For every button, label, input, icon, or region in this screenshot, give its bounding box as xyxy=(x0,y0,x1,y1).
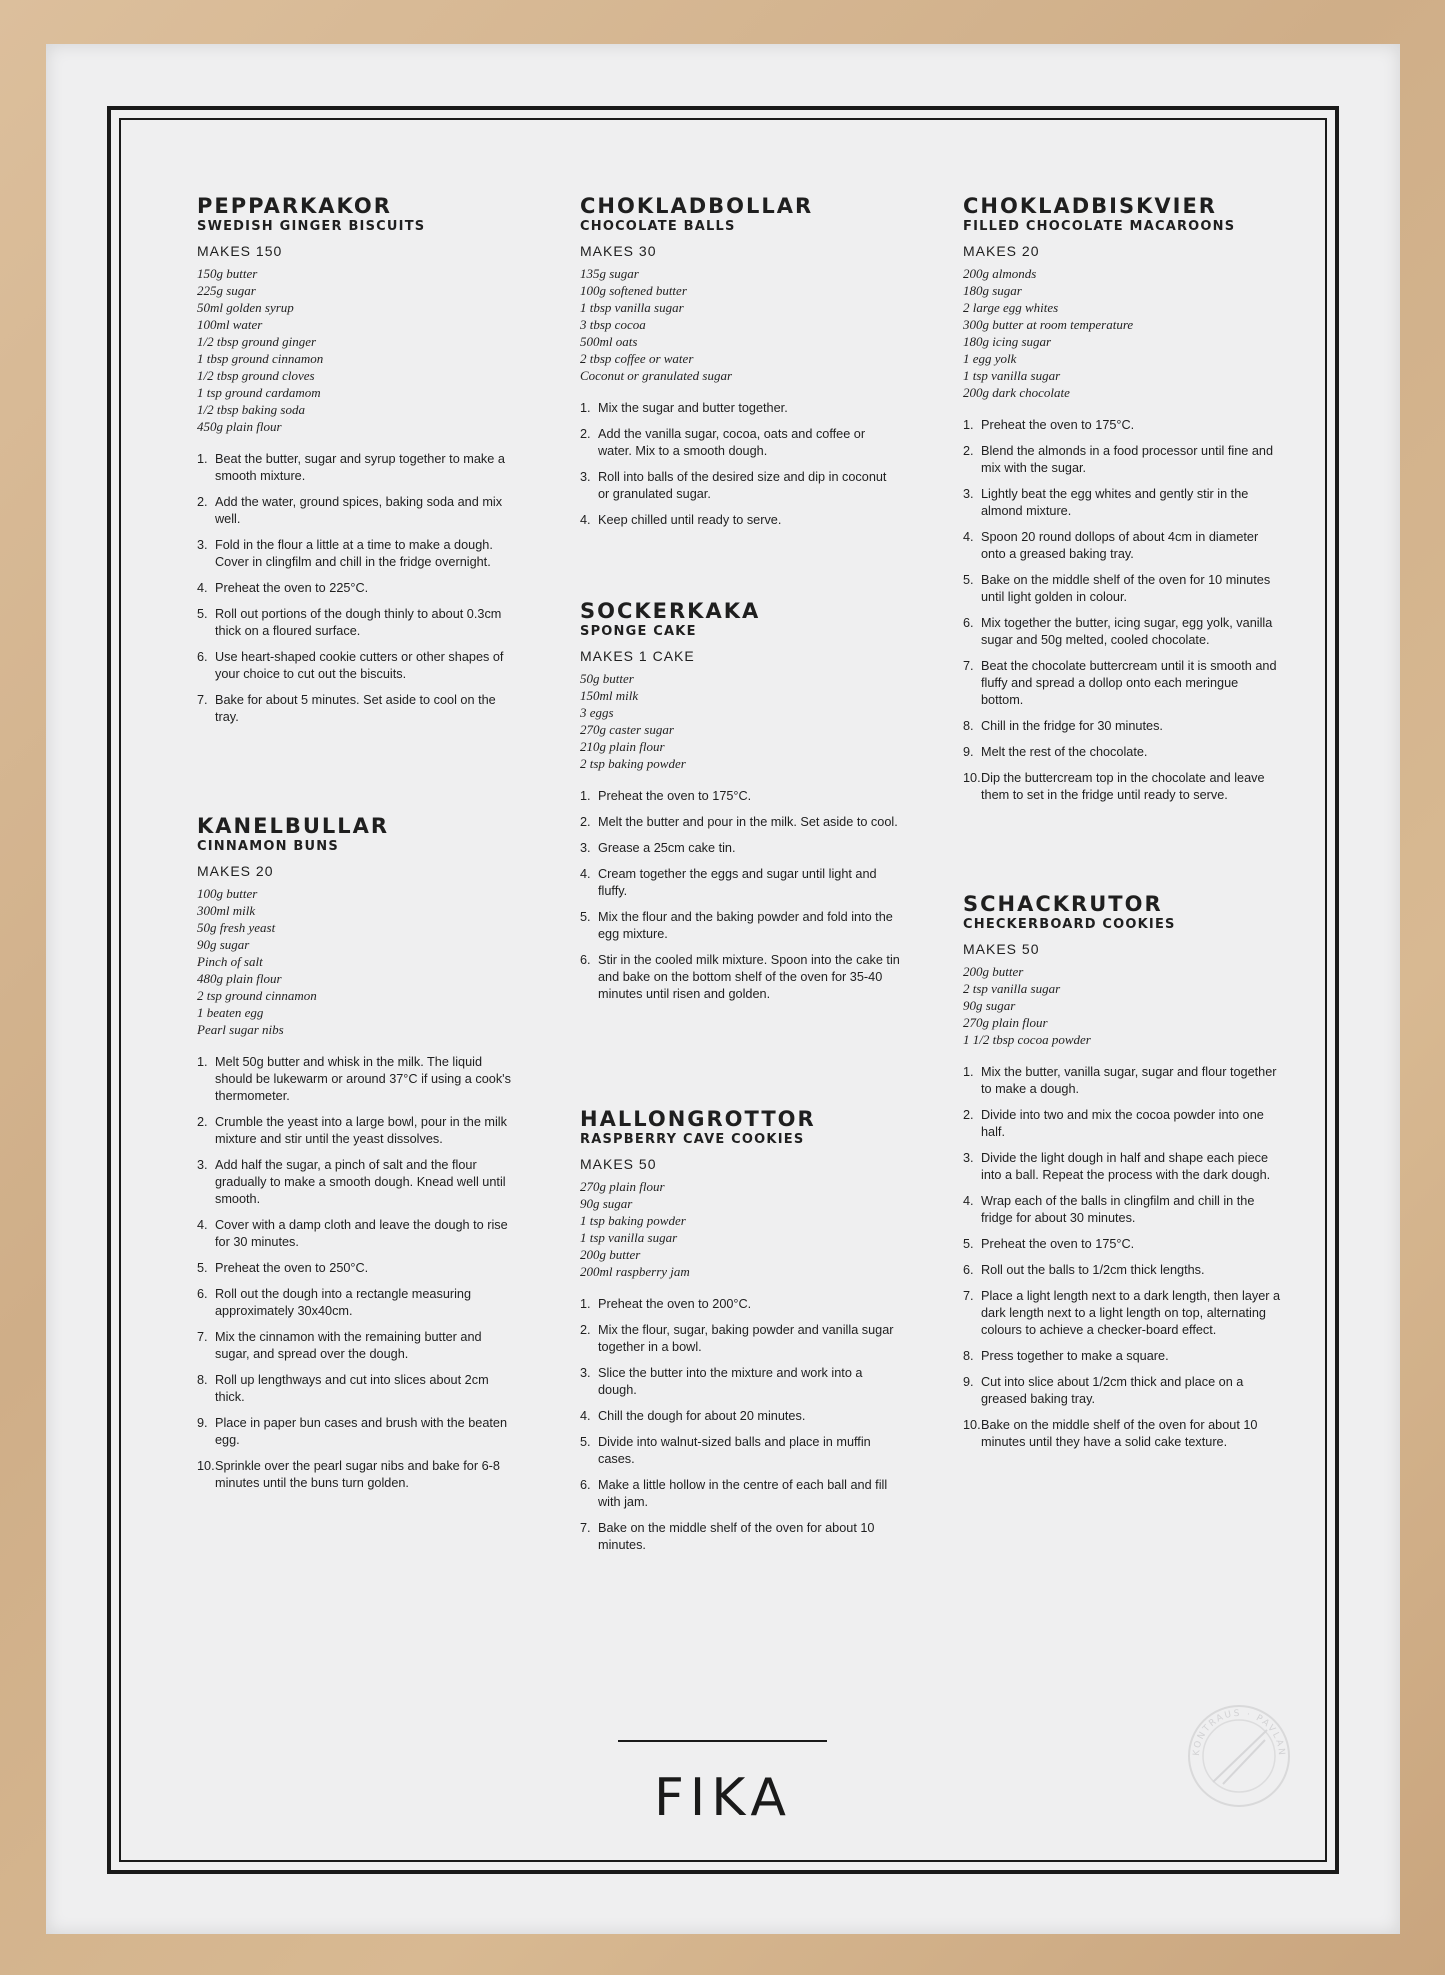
method-step xyxy=(580,400,900,417)
step-text: Mix the flour and the baking powder and fold into the egg mixture. xyxy=(598,910,893,941)
step-text: Place a light length next to a dark length, then layer a dark length next to a light length on top, alternating colours to achieve a checker-board effect. xyxy=(981,1289,1281,1337)
ingredient-item: 90g sugar xyxy=(197,937,250,952)
step-number: 4. xyxy=(197,1218,208,1232)
step-number: 2. xyxy=(197,495,208,509)
step-text: Bake for about 5 minutes. Set aside to cool on the tray. xyxy=(215,693,496,724)
method-step xyxy=(580,1322,900,1356)
ingredient-item: 1 tbsp ground cinnamon xyxy=(197,351,324,366)
step-number: 5. xyxy=(197,607,208,621)
step-number: 5. xyxy=(580,1435,591,1449)
method-step xyxy=(580,909,900,943)
step-text: Bake on the middle shelf of the oven for 10 minutes until light golden in colour. xyxy=(981,573,1271,604)
step-text: Divide into walnut-sized balls and place in muffin cases. xyxy=(598,1435,871,1466)
recipe-yield: MAKES 30 xyxy=(580,243,657,259)
method-step xyxy=(580,1296,900,1313)
step-text: Press together to make a square. xyxy=(981,1349,1169,1363)
ingredient-item: 3 tbsp cocoa xyxy=(580,317,646,332)
step-number: 4. xyxy=(197,581,208,595)
step-text: Beat the butter, sugar and syrup together to make a smooth mixture. xyxy=(215,452,505,483)
step-number: 3. xyxy=(580,1366,591,1380)
step-text: Melt the rest of the chocolate. xyxy=(981,745,1148,759)
method-step xyxy=(197,1157,517,1208)
method-step xyxy=(197,1286,517,1320)
step-text: Crumble the yeast into a large bowl, pour in the milk mixture and stir until the yeast dissolves. xyxy=(215,1115,507,1146)
ingredient-item: 1/2 tbsp baking soda xyxy=(197,402,305,417)
method-step xyxy=(963,744,1283,761)
method-steps xyxy=(580,400,900,529)
step-text: Preheat the oven to 200°C. xyxy=(598,1297,752,1311)
step-text: Blend the almonds in a food processor until fine and mix with the sugar. xyxy=(981,444,1273,475)
method-step xyxy=(197,1329,517,1363)
ingredient-item: 2 tsp ground cinnamon xyxy=(197,988,317,1003)
step-number: 2. xyxy=(963,1108,974,1122)
step-number: 6. xyxy=(197,650,208,664)
step-number: 5. xyxy=(197,1261,208,1275)
recipe-title: KANELBULLAR xyxy=(197,814,390,838)
step-text: Preheat the oven to 175°C. xyxy=(981,1237,1135,1251)
step-text: Dip the buttercream top in the chocolate and leave them to set in the fridge until ready to serve. xyxy=(981,771,1265,802)
method-step xyxy=(197,1114,517,1148)
step-number: 4. xyxy=(963,530,974,544)
method-step xyxy=(197,1054,517,1105)
step-text: Bake on the middle shelf of the oven for about 10 minutes. xyxy=(598,1521,875,1552)
step-number: 1. xyxy=(963,1065,974,1079)
step-number: 6. xyxy=(963,1263,974,1277)
step-text: Preheat the oven to 250°C. xyxy=(215,1261,369,1275)
recipe-title: SCHACKRUTOR xyxy=(963,892,1163,916)
method-step xyxy=(580,866,900,900)
ingredient-item: 2 large egg whites xyxy=(963,300,1059,315)
method-step xyxy=(963,1064,1283,1098)
method-step xyxy=(580,1520,900,1554)
ingredient-item: 135g sugar xyxy=(580,266,639,281)
step-number: 8. xyxy=(197,1373,208,1387)
ingredient-item: 500ml oats xyxy=(580,334,638,349)
method-step xyxy=(580,814,900,831)
ingredient-item: 200g butter xyxy=(580,1247,641,1262)
ingredient-item: 1 beaten egg xyxy=(197,1005,264,1020)
step-text: Chill the dough for about 20 minutes. xyxy=(598,1409,806,1423)
recipe-subtitle: CHECKERBOARD COOKIES xyxy=(963,917,1176,932)
ingredient-item: 1/2 tbsp ground ginger xyxy=(197,334,317,349)
ingredient-item: 1 tsp vanilla sugar xyxy=(963,368,1061,383)
step-number: 3. xyxy=(197,538,208,552)
step-number: 1. xyxy=(580,789,591,803)
method-step xyxy=(963,1374,1283,1408)
recipe-chokladbollar xyxy=(580,194,900,538)
ingredient-item: 1/2 tbsp ground cloves xyxy=(197,368,315,383)
step-text: Roll out the balls to 1/2cm thick lengths. xyxy=(981,1263,1205,1277)
step-number: 6. xyxy=(197,1287,208,1301)
method-step xyxy=(963,770,1283,804)
ingredient-item: 450g plain flour xyxy=(197,419,282,434)
ingredient-item: 90g sugar xyxy=(580,1196,633,1211)
step-number: 3. xyxy=(963,487,974,501)
step-text: Lightly beat the egg whites and gently stir in the almond mixture. xyxy=(981,487,1249,518)
ingredient-item: 480g plain flour xyxy=(197,971,282,986)
step-text: Cover with a damp cloth and leave the dough to rise for 30 minutes. xyxy=(215,1218,508,1249)
step-text: Add half the sugar, a pinch of salt and the flour gradually to make a smooth dough. Knead well until smooth. xyxy=(215,1158,506,1206)
step-text: Stir in the cooled milk mixture. Spoon into the cake tin and bake on the bottom shelf of the oven for 35-40 minutes until risen and golden. xyxy=(598,953,900,1001)
step-number: 4. xyxy=(963,1194,974,1208)
recipe-yield: MAKES 50 xyxy=(963,941,1040,957)
ingredient-item: 225g sugar xyxy=(197,283,256,298)
method-step xyxy=(963,1262,1283,1279)
ingredient-item: 50g fresh yeast xyxy=(197,920,276,935)
ingredient-item: 50g butter xyxy=(580,671,634,686)
ingredient-item: 200g dark chocolate xyxy=(963,385,1070,400)
method-step xyxy=(963,486,1283,520)
ingredient-list xyxy=(963,963,1283,1048)
ingredient-item: 1 tsp baking powder xyxy=(580,1213,686,1228)
ingredient-item: 270g plain flour xyxy=(963,1015,1048,1030)
recipe-subtitle: CHOCOLATE BALLS xyxy=(580,219,736,234)
ingredient-item: 270g caster sugar xyxy=(580,722,674,737)
recipe-hallongrottor xyxy=(580,1107,900,1563)
method-step xyxy=(197,649,517,683)
method-step xyxy=(197,580,517,597)
method-step xyxy=(580,1365,900,1399)
method-step xyxy=(963,658,1283,709)
step-number: 7. xyxy=(580,1521,591,1535)
step-text: Mix together the butter, icing sugar, egg yolk, vanilla sugar and 50g melted, cooled chocolate. xyxy=(981,616,1273,647)
method-step xyxy=(197,692,517,726)
ingredient-list xyxy=(963,265,1283,401)
ingredient-item: 200g butter xyxy=(963,964,1024,979)
step-number: 3. xyxy=(963,1151,974,1165)
step-text: Grease a 25cm cake tin. xyxy=(598,841,736,855)
method-step xyxy=(963,1348,1283,1365)
ingredient-item: 150ml milk xyxy=(580,688,639,703)
recipe-schackrutor xyxy=(963,892,1283,1460)
step-number: 9. xyxy=(197,1416,208,1430)
step-number: 7. xyxy=(197,1330,208,1344)
recipe-pepparkakor xyxy=(197,194,517,735)
step-number: 8. xyxy=(963,1349,974,1363)
method-step xyxy=(580,1477,900,1511)
step-text: Divide the light dough in half and shape each piece into a ball. Repeat the process with the dark dough. xyxy=(981,1151,1271,1182)
ingredient-item: 1 tsp vanilla sugar xyxy=(580,1230,678,1245)
recipe-subtitle: SWEDISH GINGER BISCUITS xyxy=(197,219,426,234)
step-number: 3. xyxy=(197,1158,208,1172)
step-number: 7. xyxy=(963,659,974,673)
step-text: Add the vanilla sugar, cocoa, oats and coffee or water. Mix to a smooth dough. xyxy=(598,427,866,458)
step-number: 2. xyxy=(580,1323,591,1337)
step-number: 2. xyxy=(580,427,591,441)
step-number: 3. xyxy=(580,841,591,855)
step-number: 4. xyxy=(580,513,591,527)
step-text: Cream together the eggs and sugar until light and fluffy. xyxy=(598,867,877,898)
step-text: Roll up lengthways and cut into slices about 2cm thick. xyxy=(215,1373,489,1404)
method-steps xyxy=(580,788,900,1003)
recipe-subtitle: RASPBERRY CAVE COOKIES xyxy=(580,1132,805,1147)
ingredient-item: 100g softened butter xyxy=(580,283,687,298)
ingredient-item: 100g butter xyxy=(197,886,258,901)
ingredient-item: 1 tsp ground cardamom xyxy=(197,385,321,400)
step-number: 5. xyxy=(963,1237,974,1251)
recipe-title: CHOKLADBOLLAR xyxy=(580,194,814,218)
step-number: 10. xyxy=(197,1459,215,1473)
step-number: 10. xyxy=(963,771,981,785)
method-steps xyxy=(963,1064,1283,1451)
step-number: 9. xyxy=(963,1375,974,1389)
step-number: 6. xyxy=(580,1478,591,1492)
method-step xyxy=(963,529,1283,563)
step-text: Spoon 20 round dollops of about 4cm in diameter onto a greased baking tray. xyxy=(981,530,1259,561)
method-step xyxy=(580,426,900,460)
recipe-title: PEPPARKAKOR xyxy=(197,194,392,218)
recipe-yield: MAKES 50 xyxy=(580,1156,657,1172)
ingredient-item: 200g almonds xyxy=(963,266,1037,281)
step-number: 7. xyxy=(963,1289,974,1303)
step-number: 1. xyxy=(580,401,591,415)
step-text: Chill in the fridge for 30 minutes. xyxy=(981,719,1163,733)
step-text: Mix the butter, vanilla sugar, sugar and flour together to make a dough. xyxy=(981,1065,1277,1096)
step-text: Use heart-shaped cookie cutters or other shapes of your choice to cut out the biscuits. xyxy=(215,650,504,681)
method-step xyxy=(963,1107,1283,1141)
method-step xyxy=(963,1288,1283,1339)
poster-title: FIKA xyxy=(653,1768,792,1828)
method-step xyxy=(963,718,1283,735)
ingredient-list xyxy=(197,885,517,1038)
step-number: 8. xyxy=(963,719,974,733)
step-text: Preheat the oven to 225°C. xyxy=(215,581,369,595)
step-number: 4. xyxy=(580,1409,591,1423)
step-number: 5. xyxy=(580,910,591,924)
recipe-kanelbullar xyxy=(197,814,517,1501)
ingredient-item: 180g sugar xyxy=(963,283,1022,298)
step-text: Preheat the oven to 175°C. xyxy=(598,789,752,803)
method-step xyxy=(963,615,1283,649)
step-number: 2. xyxy=(197,1115,208,1129)
title-rule xyxy=(618,1740,827,1742)
step-number: 1. xyxy=(197,452,208,466)
step-text: Preheat the oven to 175°C. xyxy=(981,418,1135,432)
step-number: 10. xyxy=(963,1418,981,1432)
step-text: Cut into slice about 1/2cm thick and place on a greased baking tray. xyxy=(981,1375,1244,1406)
ingredient-item: Coconut or granulated sugar xyxy=(580,368,733,383)
method-step xyxy=(197,494,517,528)
step-number: 6. xyxy=(580,953,591,967)
step-text: Wrap each of the balls in clingfilm and chill in the fridge for about 30 minutes. xyxy=(981,1194,1255,1225)
ingredient-item: 300g butter at room temperature xyxy=(963,317,1134,332)
svg-text:KONTRAUS · PAVLAN xyxy=(1192,1709,1286,1757)
ingredient-item: 270g plain flour xyxy=(580,1179,665,1194)
method-step xyxy=(963,1417,1283,1451)
method-step xyxy=(963,1236,1283,1253)
recipe-chokladbiskvier xyxy=(963,194,1283,813)
step-text: Roll into balls of the desired size and dip in coconut or granulated sugar. xyxy=(598,470,887,501)
recipe-yield: MAKES 20 xyxy=(197,863,274,879)
method-step xyxy=(580,512,900,529)
step-text: Make a little hollow in the centre of each ball and fill with jam. xyxy=(598,1478,888,1509)
ingredient-item: 3 eggs xyxy=(580,705,614,720)
step-text: Roll out the dough into a rectangle measuring approximately 30x40cm. xyxy=(215,1287,472,1318)
method-step xyxy=(963,1193,1283,1227)
method-step xyxy=(963,1150,1283,1184)
step-text: Keep chilled until ready to serve. xyxy=(598,513,782,527)
step-number: 7. xyxy=(197,693,208,707)
method-step xyxy=(580,469,900,503)
method-step xyxy=(580,1434,900,1468)
method-step xyxy=(580,788,900,805)
step-text: Mix the cinnamon with the remaining butter and sugar, and spread over the dough. xyxy=(215,1330,482,1361)
method-step xyxy=(197,1415,517,1449)
step-text: Beat the chocolate buttercream until it is smooth and fluffy and spread a dollop onto each meringue bottom. xyxy=(981,659,1277,707)
step-number: 6. xyxy=(963,616,974,630)
step-text: Add the water, ground spices, baking soda and mix well. xyxy=(215,495,503,526)
ingredient-list xyxy=(580,1178,900,1280)
method-step xyxy=(197,1217,517,1251)
ingredient-list xyxy=(580,670,900,772)
step-text: Melt 50g butter and whisk in the milk. The liquid should be lukewarm or around 37°C if using a cook's thermometer. xyxy=(215,1055,511,1103)
step-number: 1. xyxy=(963,418,974,432)
ingredient-item: 2 tsp baking powder xyxy=(580,756,686,771)
step-text: Fold in the flour a little at a time to make a dough. Cover in clingfilm and chill in the fridge overnight. xyxy=(215,538,493,569)
recipe-subtitle: FILLED CHOCOLATE MACAROONS xyxy=(963,219,1236,234)
ingredient-item: Pinch of salt xyxy=(197,954,263,969)
method-steps xyxy=(580,1296,900,1554)
method-step xyxy=(197,1372,517,1406)
ingredient-item: 200ml raspberry jam xyxy=(580,1264,690,1279)
recipe-title: HALLONGROTTOR xyxy=(580,1107,816,1131)
step-number: 2. xyxy=(580,815,591,829)
step-text: Melt the butter and pour in the milk. Set aside to cool. xyxy=(598,815,898,829)
step-text: Mix the sugar and butter together. xyxy=(598,401,788,415)
step-number: 2. xyxy=(963,444,974,458)
ingredient-item: 2 tbsp coffee or water xyxy=(580,351,694,366)
ingredient-item: 210g plain flour xyxy=(580,739,665,754)
method-step xyxy=(580,840,900,857)
step-number: 3. xyxy=(580,470,591,484)
ingredient-item: 1 egg yolk xyxy=(963,351,1017,366)
recipe-yield: MAKES 20 xyxy=(963,243,1040,259)
step-text: Divide into two and mix the cocoa powder into one half. xyxy=(981,1108,1264,1139)
recipe-subtitle: SPONGE CAKE xyxy=(580,624,697,639)
ingredient-item: 1 tbsp vanilla sugar xyxy=(580,300,684,315)
ingredient-item: 50ml golden syrup xyxy=(197,300,294,315)
step-number: 9. xyxy=(963,745,974,759)
recipe-yield: MAKES 1 CAKE xyxy=(580,648,695,664)
recipe-title: CHOKLADBISKVIER xyxy=(963,194,1217,218)
method-step xyxy=(580,1408,900,1425)
method-step xyxy=(963,572,1283,606)
method-step xyxy=(197,606,517,640)
step-number: 5. xyxy=(963,573,974,587)
step-number: 1. xyxy=(580,1297,591,1311)
ingredient-item: 150g butter xyxy=(197,266,258,281)
ingredient-item: 90g sugar xyxy=(963,998,1016,1013)
recipe-yield: MAKES 150 xyxy=(197,243,283,259)
method-steps xyxy=(197,451,517,726)
recipe-sockerkaka xyxy=(580,599,900,1012)
recipe-subtitle: CINNAMON BUNS xyxy=(197,839,339,854)
step-number: 4. xyxy=(580,867,591,881)
method-step xyxy=(963,417,1283,434)
step-text: Mix the flour, sugar, baking powder and vanilla sugar together in a bowl. xyxy=(598,1323,894,1354)
step-text: Bake on the middle shelf of the oven for about 10 minutes until they have a solid cake texture. xyxy=(981,1418,1258,1449)
method-step xyxy=(963,443,1283,477)
method-step xyxy=(580,952,900,1003)
method-steps xyxy=(963,417,1283,804)
recipe-title: SOCKERKAKA xyxy=(580,599,761,623)
step-text: Roll out portions of the dough thinly to about 0.3cm thick on a floured surface. xyxy=(215,607,502,638)
ingredient-item: 1 1/2 tbsp cocoa powder xyxy=(963,1032,1091,1047)
seal-text: KONTRAUS · PAVLAN xyxy=(1191,1708,1287,1758)
method-step xyxy=(197,451,517,485)
method-step xyxy=(197,537,517,571)
ingredient-item: 100ml water xyxy=(197,317,263,332)
ingredient-item: 300ml milk xyxy=(197,903,256,918)
method-step xyxy=(197,1260,517,1277)
step-text: Sprinkle over the pearl sugar nibs and bake for 6-8 minutes until the buns turn golden. xyxy=(215,1459,500,1490)
step-text: Slice the butter into the mixture and work into a dough. xyxy=(598,1366,863,1397)
embossed-seal-icon xyxy=(1183,1700,1295,1812)
ingredient-item: 2 tsp vanilla sugar xyxy=(963,981,1061,996)
ingredient-list xyxy=(580,265,900,384)
method-steps xyxy=(197,1054,517,1492)
method-step xyxy=(197,1458,517,1492)
ingredient-item: Pearl sugar nibs xyxy=(197,1022,284,1037)
ingredient-item: 180g icing sugar xyxy=(963,334,1052,349)
ingredient-list xyxy=(197,265,517,435)
step-text: Place in paper bun cases and brush with the beaten egg. xyxy=(215,1416,508,1447)
step-number: 1. xyxy=(197,1055,208,1069)
